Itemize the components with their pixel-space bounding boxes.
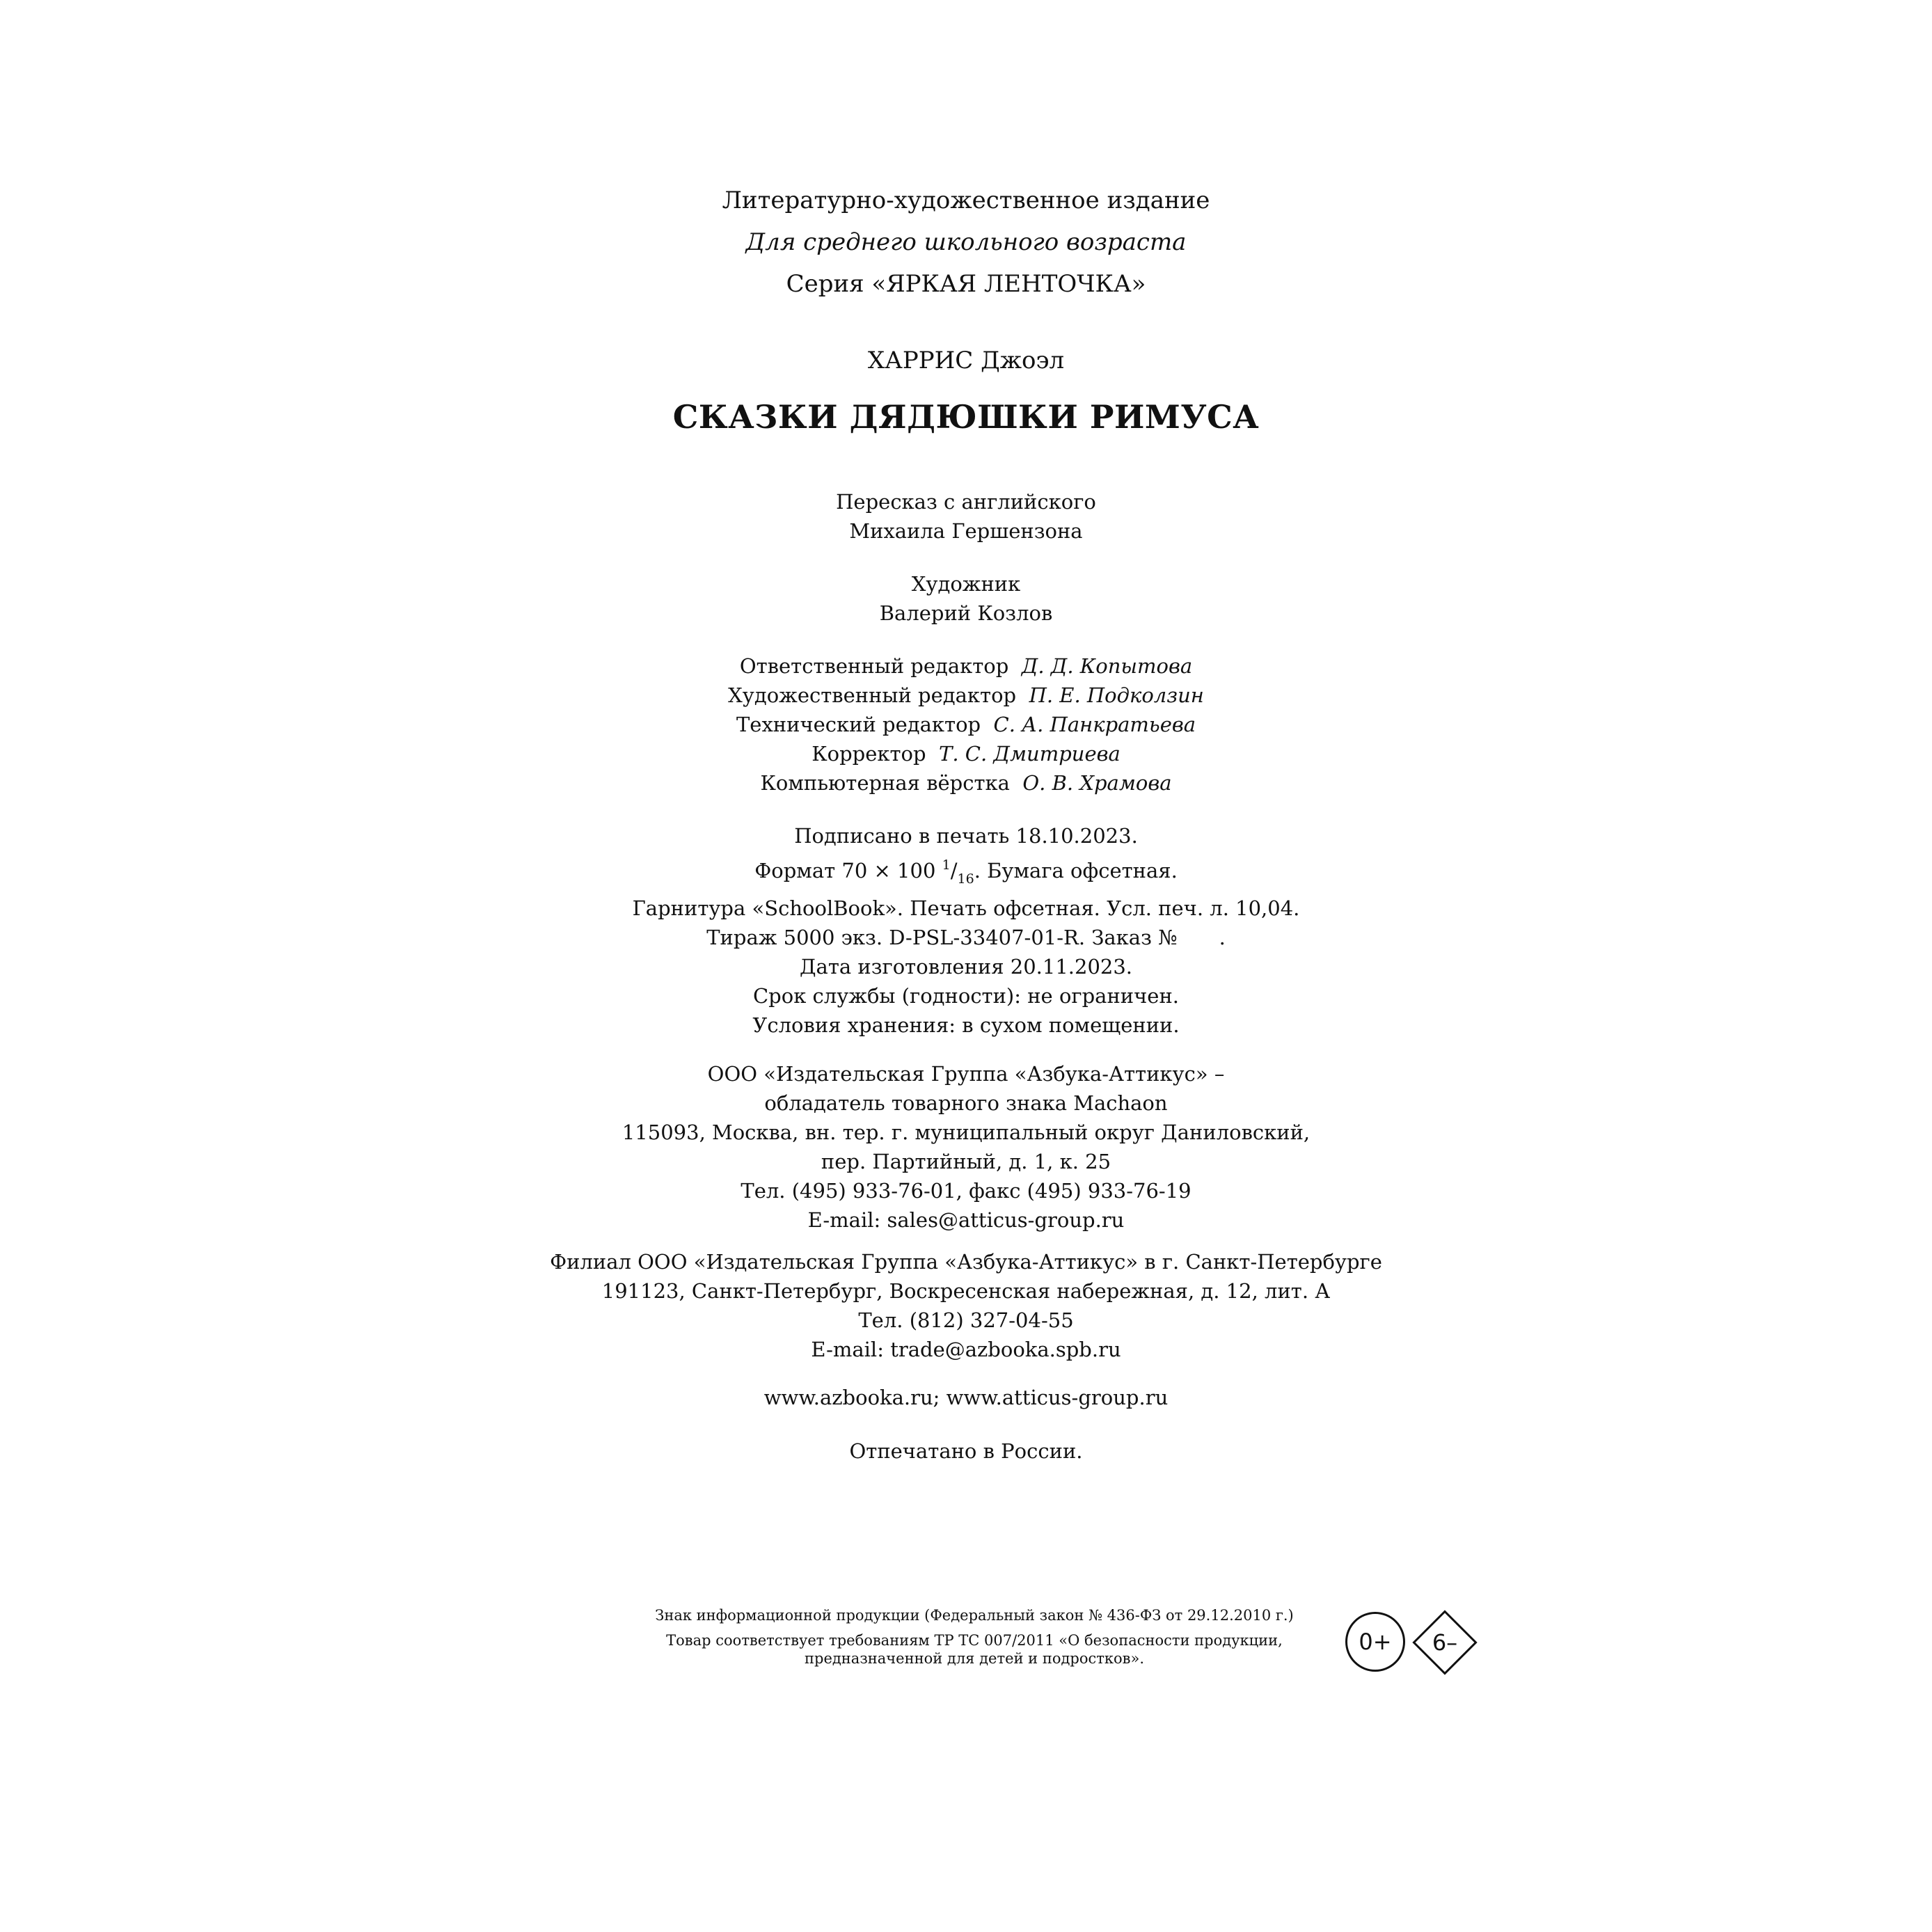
translation-label: Пересказ с английского (836, 490, 1096, 514)
credit-line (0, 651, 1932, 681)
print-run-prefix: Тираж 5000 экз. D-PSL-33407-01-R. Заказ № (706, 926, 1178, 949)
series-name: «ЯРКАЯ ЛЕНТОЧКА» (871, 270, 1146, 298)
age-rating-label: 0+ (1359, 1629, 1392, 1655)
credit-name: Т. С. Дмитриева (939, 742, 1121, 766)
signed-date: Подписано в печать 18.10.2023. (794, 824, 1138, 848)
publisher-line: 115093, Москва, вн. тер. г. муниципальный округ Даниловский, (621, 1121, 1311, 1144)
credit-role: Технический редактор (736, 713, 981, 736)
publisher-info (0, 1059, 1932, 1235)
branch-line: Тел. (812) 327-04-55 (858, 1308, 1074, 1332)
editorial-credits (0, 651, 1932, 798)
printed-in: Отпечатано в России. (849, 1439, 1083, 1463)
websites: www.azbooka.ru; www.atticus-group.ru (763, 1386, 1169, 1409)
credit-role: Художественный редактор (728, 683, 1017, 707)
print-run-line (0, 923, 1932, 952)
translation-name: Михаила Гершензона (849, 519, 1083, 543)
format-line (0, 850, 1932, 894)
branch-line: 191123, Санкт-Петербург, Воскресенская набережная, д. 12, лит. А (601, 1279, 1331, 1303)
edition-type: Литературно-художественное издание (722, 187, 1210, 214)
credit-name: П. Е. Подколзин (1029, 683, 1204, 707)
credit-name: О. В. Храмова (1022, 771, 1172, 795)
publisher-line: пер. Партийный, д. 1, к. 25 (821, 1150, 1111, 1173)
credit-line (0, 681, 1932, 710)
illustrator-label: Художник (911, 572, 1021, 596)
publisher-email: E-mail: sales@atticus-group.ru (807, 1208, 1125, 1232)
typeface-line: Гарнитура «SchoolBook». Печать офсетная. Усл. печ. л. 10,04. (632, 896, 1300, 920)
format-prefix: Формат 70 × 100 (754, 859, 936, 882)
translation-credit (0, 487, 1932, 546)
format-numerator: 1 (942, 857, 951, 873)
format-denominator: 16 (957, 871, 974, 887)
storage-conditions: Условия хранения: в сухом помещении. (752, 1013, 1180, 1037)
print-run-suffix: . (1219, 926, 1226, 949)
author: ХАРРИС Джоэл (867, 347, 1065, 374)
age-rating-diamond-badge (1410, 1608, 1480, 1677)
audience: Для среднего школьного возраста (745, 228, 1187, 256)
book-title: СКАЗКИ ДЯДЮШКИ РИМУСА (672, 398, 1260, 436)
publisher-line: ООО «Издательская Группа «Азбука-Аттикус» – (707, 1062, 1225, 1086)
manufacture-date: Дата изготовления 20.11.2023. (799, 955, 1133, 979)
age-rating-label: 6– (1432, 1629, 1458, 1656)
credit-role: Компьютерная вёрстка (760, 771, 1010, 795)
illustrator-credit (0, 569, 1932, 628)
credit-role: Ответственный редактор (739, 654, 1009, 678)
series-line (0, 263, 1932, 305)
series-label: Серия (786, 270, 864, 298)
credit-line (0, 710, 1932, 739)
illustrator-name: Валерий Козлов (879, 601, 1053, 625)
branch-line: Филиал ООО «Издательская Группа «Азбука-Аттикус» в г. Санкт-Петербурге (550, 1250, 1382, 1274)
credit-name: С. А. Панкратьева (993, 713, 1196, 736)
shelf-life: Срок службы (годности): не ограничен. (752, 984, 1179, 1008)
credit-line (0, 739, 1932, 768)
credit-name: Д. Д. Копытова (1021, 654, 1193, 678)
legal-footer (612, 1606, 1336, 1668)
publisher-line: Тел. (495) 933-76-01, факс (495) 933-76-19 (741, 1179, 1191, 1203)
edition-header (0, 180, 1932, 305)
print-info (0, 821, 1932, 1040)
age-rating-circle-badge (1345, 1612, 1405, 1672)
compliance-text-1: Товар соответствует требованиям ТР ТС 007/2011 «О безопасности продукции, (666, 1632, 1283, 1649)
format-suffix: . Бумага офсетная. (974, 859, 1178, 882)
info-sign-text: Знак информационной продукции (Федеральный закон № 436-ФЗ от 29.12.2010 г.) (655, 1607, 1294, 1624)
format-slash: / (950, 859, 958, 882)
credit-role: Корректор (811, 742, 926, 766)
compliance-text-2: предназначенной для детей и подростков». (805, 1650, 1144, 1667)
branch-email: E-mail: trade@azbooka.spb.ru (811, 1338, 1121, 1361)
branch-info (0, 1247, 1932, 1364)
credit-line (0, 768, 1932, 798)
publisher-line: обладатель товарного знака Machaon (764, 1091, 1168, 1115)
